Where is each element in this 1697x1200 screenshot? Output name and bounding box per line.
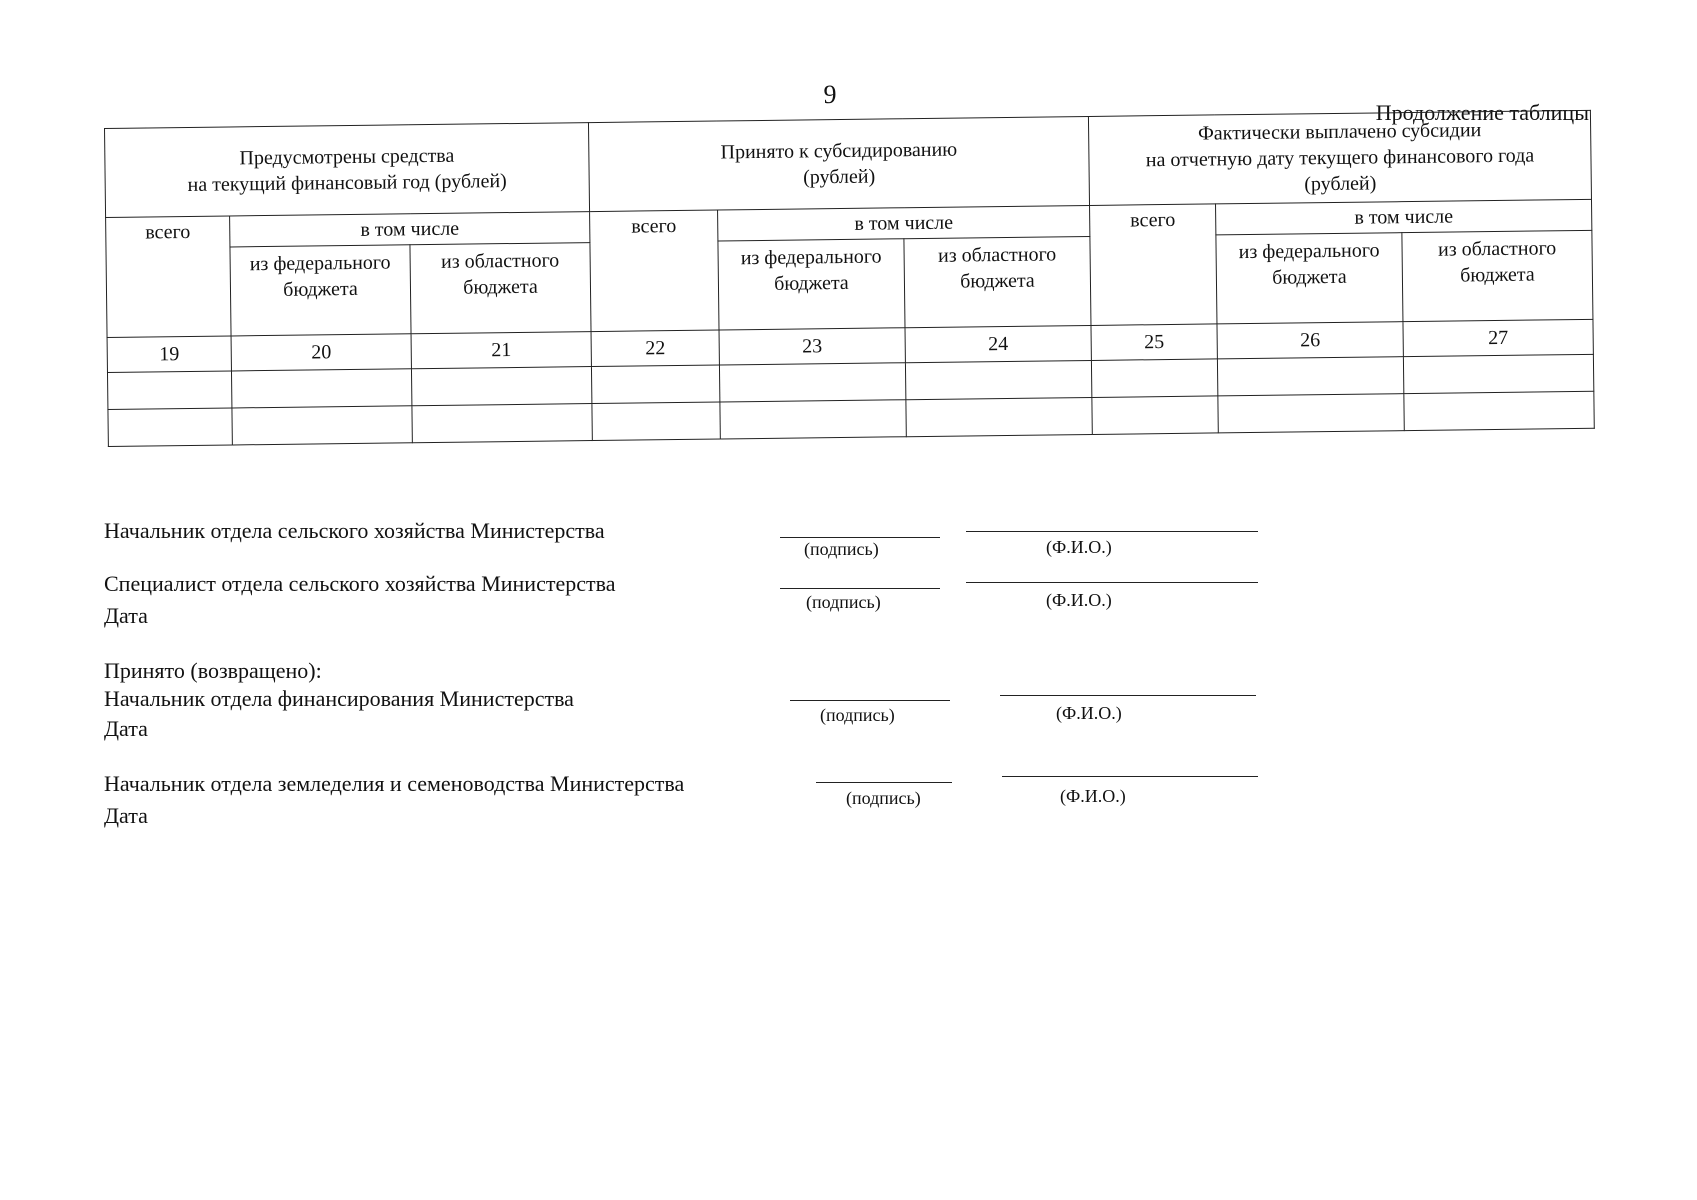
table-cell[interactable] bbox=[720, 400, 906, 439]
header-total-19: всего bbox=[106, 216, 231, 338]
group-header-line: на текущий финансовый год (рублей) bbox=[187, 170, 507, 196]
table-cell[interactable] bbox=[591, 365, 719, 404]
header-including-planned: в том числе bbox=[230, 212, 590, 247]
group-header-line: Фактически выплачено субсидии bbox=[1197, 119, 1482, 145]
group-header-planned-funds bbox=[105, 123, 590, 218]
table-cell[interactable] bbox=[1217, 357, 1403, 396]
signer-title: Специалист отдела сельского хозяйства Министерства bbox=[104, 571, 616, 596]
column-number: 27 bbox=[1403, 319, 1593, 356]
name-line[interactable] bbox=[1002, 776, 1258, 777]
header-total-25: всего bbox=[1090, 204, 1217, 326]
column-number: 26 bbox=[1217, 322, 1403, 359]
header-regional-24: из областного бюджета bbox=[904, 236, 1091, 327]
accepted-returned-label: Принято (возвращено): bbox=[104, 658, 322, 683]
page-number: 9 bbox=[823, 80, 837, 109]
header-including-accepted: в том числе bbox=[718, 205, 1090, 241]
table-cell[interactable] bbox=[108, 408, 232, 447]
table-cell[interactable] bbox=[906, 397, 1092, 436]
signature-line[interactable] bbox=[780, 537, 940, 538]
name-line[interactable] bbox=[1000, 695, 1256, 696]
subsidy-table-container bbox=[104, 110, 1594, 447]
date-label: Дата bbox=[104, 803, 148, 828]
group-header-line: Принято к субсидированию bbox=[720, 138, 958, 164]
table-cell[interactable] bbox=[412, 404, 592, 443]
column-number: 25 bbox=[1091, 324, 1217, 361]
subsidy-table bbox=[104, 110, 1595, 447]
signer-title: Начальник отдела сельского хозяйства Министерства bbox=[104, 518, 605, 543]
table-cell[interactable] bbox=[719, 363, 905, 402]
column-number: 20 bbox=[231, 334, 411, 371]
table-cell[interactable] bbox=[231, 369, 411, 408]
name-caption: (Ф.И.О.) bbox=[1056, 703, 1122, 723]
signature-caption: (подпись) bbox=[804, 539, 879, 559]
date-label: Дата bbox=[104, 603, 148, 628]
table-cell[interactable] bbox=[107, 371, 231, 410]
table-cell[interactable] bbox=[592, 402, 720, 441]
signature-block-specialist-agriculture bbox=[104, 568, 1504, 628]
signature-caption: (подпись) bbox=[806, 592, 881, 612]
table-cell[interactable] bbox=[905, 360, 1091, 399]
signature-caption: (подпись) bbox=[820, 705, 895, 725]
header-regional-21: из областного бюджета bbox=[410, 243, 591, 334]
table-cell[interactable] bbox=[1091, 359, 1217, 398]
table-cell[interactable] bbox=[1403, 354, 1593, 393]
group-header-line: на отчетную дату текущего финансового года bbox=[1145, 144, 1535, 172]
name-caption: (Ф.И.О.) bbox=[1046, 537, 1112, 557]
name-line[interactable] bbox=[966, 582, 1258, 583]
signature-block-head-agriculture bbox=[104, 515, 1504, 575]
header-regional-27: из областного бюджета bbox=[1402, 230, 1593, 321]
header-total-22: всего bbox=[590, 210, 719, 332]
table-cell[interactable] bbox=[1092, 396, 1218, 435]
signature-line[interactable] bbox=[790, 700, 950, 701]
table-cell[interactable] bbox=[411, 367, 591, 406]
header-federal-26: из федерального бюджета bbox=[1216, 233, 1403, 324]
table-cell[interactable] bbox=[1404, 391, 1594, 430]
signature-line[interactable] bbox=[780, 588, 940, 589]
group-header-line: Предусмотрены средства bbox=[239, 144, 455, 170]
signer-title: Начальник отдела финансирования Министерства bbox=[104, 686, 574, 711]
header-federal-23: из федерального бюджета bbox=[718, 239, 905, 330]
group-header-line: (рублей) bbox=[803, 165, 876, 189]
signature-block-head-farming-seeds bbox=[104, 768, 1504, 828]
signature-block-head-financing bbox=[104, 655, 1504, 741]
header-federal-20: из федерального бюджета bbox=[230, 245, 411, 336]
table-cell[interactable] bbox=[1218, 394, 1404, 433]
name-caption: (Ф.И.О.) bbox=[1060, 786, 1126, 806]
header-including-paid: в том числе bbox=[1216, 199, 1592, 235]
column-number: 23 bbox=[719, 328, 905, 365]
date-label: Дата bbox=[104, 716, 148, 741]
group-header-line: (рублей) bbox=[1304, 172, 1377, 196]
column-number: 21 bbox=[411, 332, 591, 369]
table-cell[interactable] bbox=[232, 406, 412, 445]
column-number: 19 bbox=[107, 336, 231, 373]
name-caption: (Ф.И.О.) bbox=[1046, 590, 1112, 610]
group-header-actually-paid bbox=[1088, 110, 1591, 205]
column-number: 24 bbox=[905, 325, 1091, 362]
table-continuation-label: Продолжение таблицы bbox=[1375, 100, 1589, 125]
signer-title: Начальник отдела земледелия и семеноводства Министерства bbox=[104, 771, 685, 796]
column-number: 22 bbox=[591, 330, 719, 367]
group-header-accepted-for-subsidy bbox=[588, 116, 1089, 211]
signature-caption: (подпись) bbox=[846, 788, 921, 808]
signature-line[interactable] bbox=[816, 782, 952, 783]
name-line[interactable] bbox=[966, 531, 1258, 532]
